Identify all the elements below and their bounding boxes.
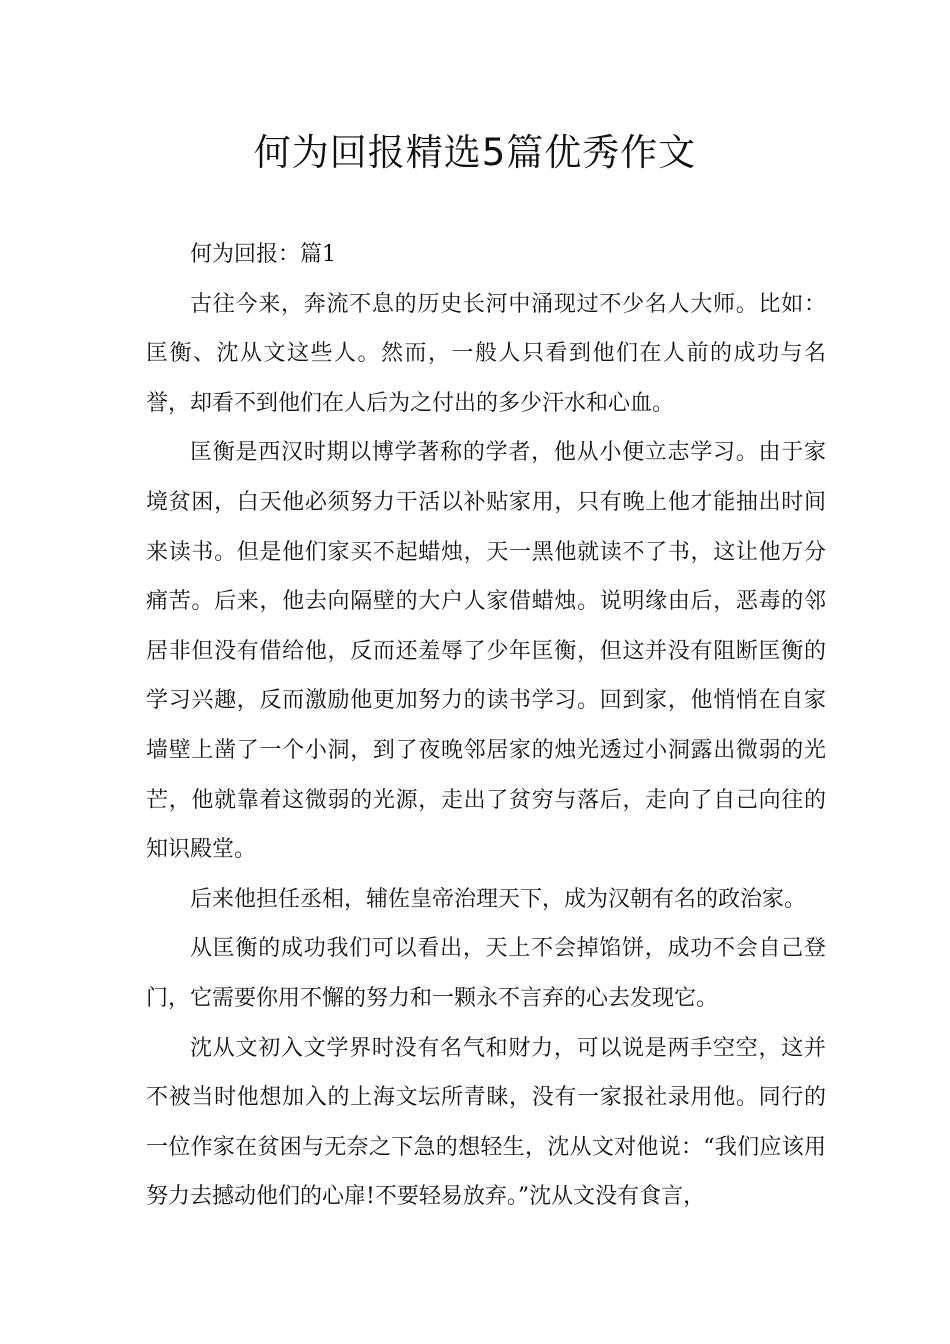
- document-title: 何为回报精选5篇优秀作文: [253, 131, 697, 174]
- paragraph: 后来他担任丞相，辅佐皇帝治理天下，成为汉朝有名的政治家。: [190, 886, 807, 912]
- paragraph: 匡衡是西汉时期以博学著称的学者，他从小便立志学习。由于家境贫困，白天他必须努力干活以补贴家用，只有晚上他才能抽出时间来读书。但是他们家买不起蜡烛，天一黑他就读不了书，这让他万分痛苦。后来，他去向隔壁的大户人家借蜡烛。说明缘由后，恶毒的邻居非但没有借给他，反而还羞辱了少年匡衡，但这并没有阻断匡衡的学习兴趣，反而激励他更加努力的读书学习。回到家，他悄悄在自家墙壁上凿了一个小洞，到了夜晚邻居家的烛光透过小洞露出微弱的光芒，他就靠着这微弱的光源，走出了贫穷与落后，走向了自己向往的知识殿堂。: [146, 440, 826, 863]
- paragraph: 沈从文初入文学界时没有名气和财力，可以说是两手空空，这并不被当时他想加入的上海文坛所青睐，没有一家报社录用他。同行的一位作家在贫困与无奈之下急的想轻生，沈从文对他说：“我们应该用努力去撼动他们的心扉!不要轻易放弃。”沈从文没有食言，: [146, 1035, 826, 1210]
- document-body: [146, 230, 826, 1222]
- paragraph: 古往今来，奔流不息的历史长河中涌现过不少名人大师。比如：匡衡、沈从文这些人。然而，一般人只看到他们在人前的成功与名誉，却看不到他们在人后为之付出的多少汗水和心血。: [146, 291, 826, 416]
- paragraph: 从匡衡的成功我们可以看出，天上不会掉馅饼，成功不会自己登门，它需要你用不懈的努力和一颗永不言弃的心去发现它。: [146, 936, 826, 1011]
- section-heading: 何为回报：篇1: [190, 242, 336, 267]
